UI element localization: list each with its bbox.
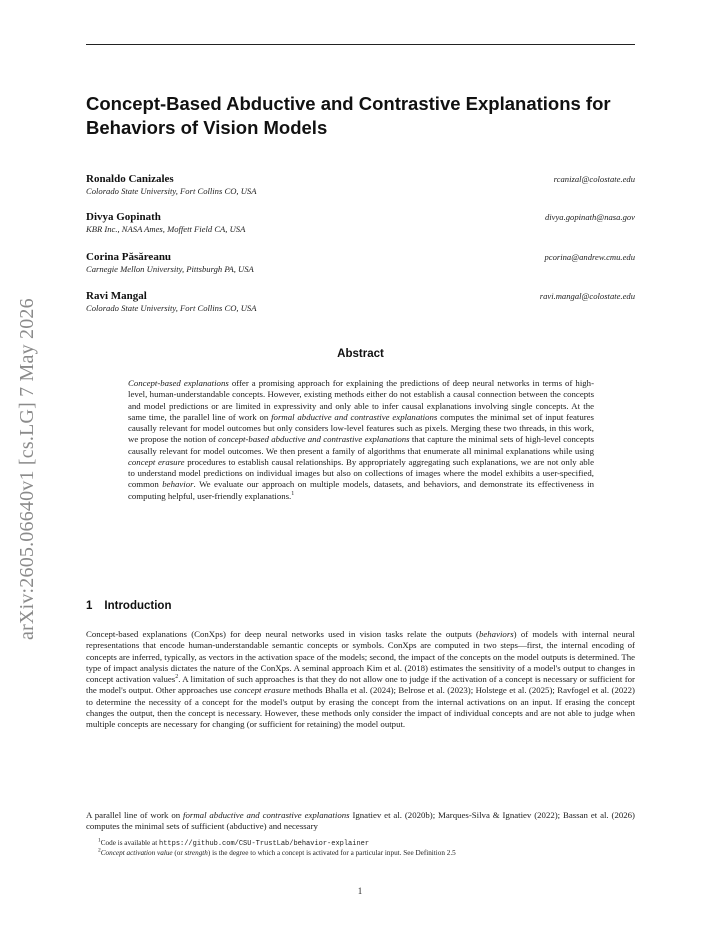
section-title: Introduction bbox=[104, 600, 172, 612]
intro-paragraph-1: Concept-based explanations (ConXps) for deep neural networks used in vision tasks relate the outputs (behaviors) of models with internal neural representations that encode human-understandable semantic concepts or symbols. ConXps are computed in two steps—first, the internal encoding of concepts are inferred, typically, as vectors in the activation space of the models; second, the impact of the concepts on the model outputs is determined. The type of impact analysis dictates the nature of the ConXps. A seminal approach Kim et al. (2018) estimates the sensitivity of a model's output to changes in concept activation values$^2$. A limitation of such approaches is that they do not allow one to judge if the activation of a concept is necessary or sufficient for the model's output. Other approaches use concept erasure methods Bhalla et al. (2024); Belrose et al. (2023); Holstege et al. (2025); Ravfogel et al. (2022) to determine the necessity of a concept for the model's output by erasing the concept from the internal activations on an input. If erasing the concept changes the output, then the concept is necessary. However, these methods only consider the impact of individual concepts and are not able to judge when multiple concepts are necessary for changing (or sufficient for retaining) the model output. bbox=[86, 629, 635, 729]
footnote-2: $^2$Concept activation value (or strength) is the degree to which a concept is activated for a particular input. See Definition 2.5 bbox=[98, 847, 456, 857]
author-name: Corina Păsăreanu bbox=[86, 251, 172, 263]
section-number: 1 bbox=[86, 600, 93, 612]
footnote-marker: 1 bbox=[291, 490, 295, 497]
author-block bbox=[86, 290, 635, 314]
author-name: Ravi Mangal bbox=[86, 290, 147, 302]
author-email: ravi.mangal@colostate.edu bbox=[539, 291, 635, 301]
author-affiliation: KBR Inc., NASA Ames, Moffett Field CA, USA bbox=[86, 224, 246, 234]
footnote-1: $^1$Code is available at https://github.com/CSU-TrustLab/behavior-explainer bbox=[98, 837, 370, 848]
arxiv-identifier-stamp: arXiv:2605.06640v1 [cs.LG] 7 May 2026 bbox=[16, 298, 38, 640]
author-email: rcanizal@colostate.edu bbox=[553, 174, 635, 184]
intro-paragraph-2: A parallel line of work on formal abductive and contrastive explanations Ignatiev et al. (2020b); Marques-Silva & Ignatiev (2022); Bassan et al. (2026) computes the minimal sets of sufficient (abductive) and necessary bbox=[86, 810, 635, 832]
author-block bbox=[86, 251, 635, 275]
author-affiliation: Colorado State University, Fort Collins CO, USA bbox=[86, 186, 257, 196]
author-email: pcorina@andrew.cmu.edu bbox=[544, 252, 635, 262]
footnotes bbox=[86, 839, 635, 858]
author-affiliation: Carnegie Mellon University, Pittsburgh PA, USA bbox=[86, 264, 254, 274]
author-name: Divya Gopinath bbox=[86, 211, 161, 223]
author-name: Ronaldo Canizales bbox=[86, 173, 174, 185]
section-heading-introduction bbox=[86, 600, 171, 612]
author-email: divya.gopinath@nasa.gov bbox=[544, 212, 635, 222]
author-block bbox=[86, 173, 635, 197]
top-rule bbox=[86, 44, 635, 45]
abstract-heading: Abstract bbox=[337, 348, 384, 360]
page-number: 1 bbox=[357, 886, 363, 896]
footnote-marker: 2 bbox=[175, 674, 179, 681]
code-url-link[interactable]: https://github.com/CSU-TrustLab/behavior-explainer bbox=[159, 840, 370, 848]
author-affiliation: Colorado State University, Fort Collins CO, USA bbox=[86, 303, 257, 313]
abstract-text: Concept-based explanations offer a promising approach for explaining the predictions of deep neural networks in terms of high-level, human-understandable concepts. However, existing methods either do not establish a causal connection between the concepts and model predictions or are limited in expressivity and only able to infer causal explanations involving single concepts. At the same time, the parallel line of work on formal abductive and contrastive explanations computes the minimal set of input features causally relevant for model outcomes but only considers low-level features such as pixels. Merging these two threads, in this work, we propose the notion of concept-based abductive and contrastive explanations that capture the minimal sets of high-level concepts causally relevant for model outcomes. We then present a family of algorithms that enumerate all minimal explanations while using concept erasure procedures to establish causal relationships. By appropriately aggregating such explanations, we are not only able to understand model predictions on individual images but also on collections of images where the model exhibits a user-specified, common behavior. We evaluate our approach on multiple models, datasets, and behaviors, and demonstrate its effectiveness in computing helpful, user-friendly explanations.$^1$ bbox=[128, 378, 595, 501]
paper-title: Concept-Based Abductive and Contrastive Explanations for Behaviors of Vision Models bbox=[86, 93, 611, 138]
author-block bbox=[86, 211, 635, 235]
